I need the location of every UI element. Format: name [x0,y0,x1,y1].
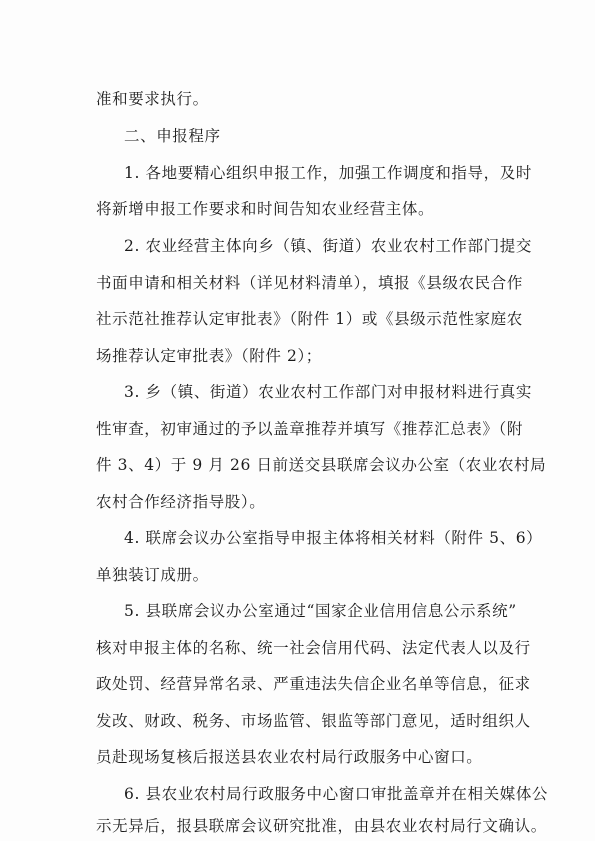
text-line: 6. 县农业农村局行政服务中心窗口审批盖章并在相关媒体公 [124,785,549,803]
text-line: 政处罚、经营异常名录、严重违法失信企业名单等信息，征求 [96,675,531,693]
text-line: 书面申请和相关材料（详见材料清单），填报《县级农民合作 [96,274,523,292]
text-line: 农村合作经济指导股）。 [96,493,266,511]
text-line: 单独装订成册。 [96,566,209,584]
text-line: 社示范社推荐认定审批表》（附件 1）或《县级示范性家庭农 [96,310,523,328]
text-line: 核对申报主体的名称、统一社会信用代码、法定代表人以及行 [96,639,531,657]
text-line: 2. 农业经营主体向乡（镇、街道）农业农村工作部门提交 [124,237,532,255]
text-line: 员赴现场复核后报送县农业农村局行政服务中心窗口。 [96,748,483,766]
text-line: 5. 县联席会议办公室通过“国家企业信用信息公示系统” [124,602,517,620]
text-line: 1. 各地要精心组织申报工作，加强工作调度和指导，及时 [124,164,532,182]
text-line: 性审查，初审通过的予以盖章推荐并填写《推荐汇总表》（附 [96,420,523,438]
text-line: 示无异后，报县联席会议研究批准，由县农业农村局行文确认。 [96,817,547,835]
text-line: 件 3、4）于 9 月 26 日前送交县联席会议办公室（农业农村局 [96,456,547,474]
text-line: 场推荐认定审批表》（附件 2）； [96,347,322,365]
text-line: 准和要求执行。 [96,90,209,108]
text-line: 发改、财政、税务、市场监管、银监等部门意见，适时组织人 [96,712,531,730]
text-line: 3. 乡（镇、街道）农业农村工作部门对申报材料进行真实 [124,383,532,401]
section-heading: 二、申报程序 [124,127,221,145]
text-line: 4. 联席会议办公室指导申报主体将相关材料（附件 5、6） [124,529,543,547]
text-line: 将新增申报工作要求和时间告知农业经营主体。 [96,200,435,218]
